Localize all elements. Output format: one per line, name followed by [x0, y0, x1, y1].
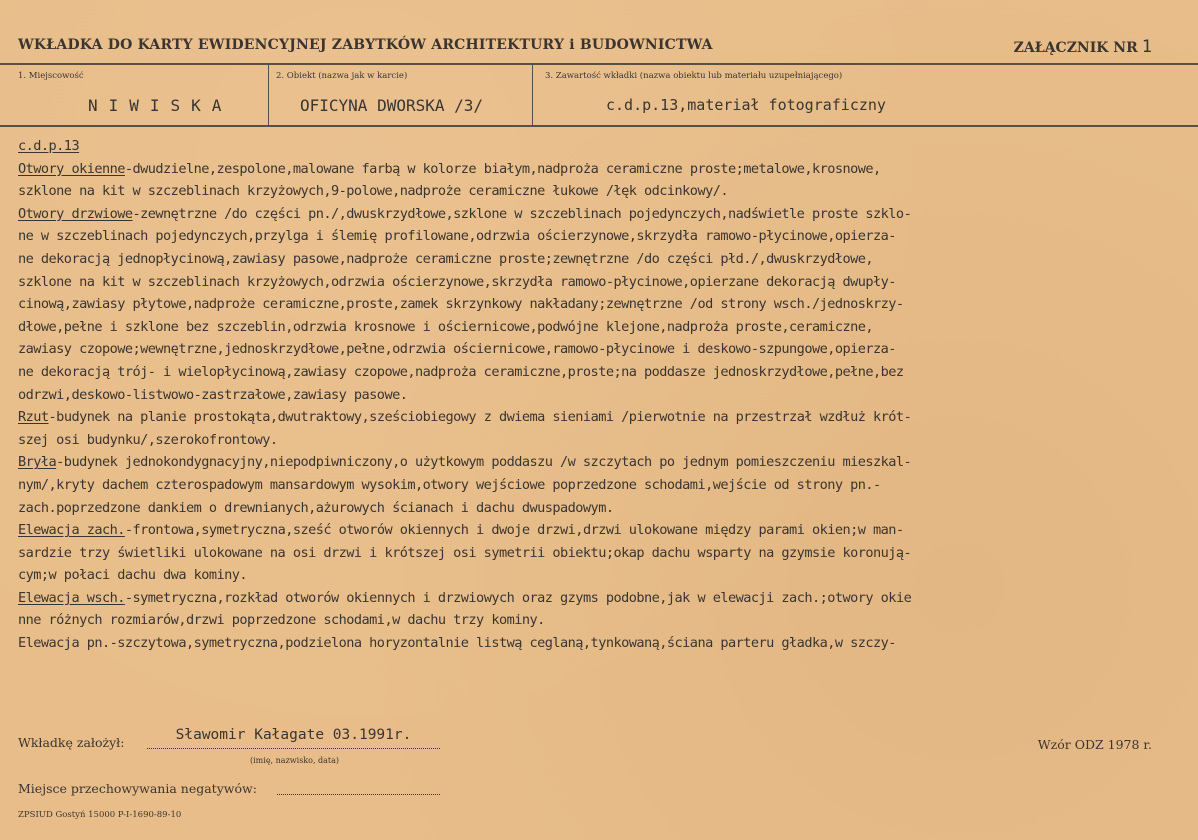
printer-imprint: ZPSIUD Gostyń 15000 P-I-1690-89-10 [18, 810, 182, 820]
body-line [18, 361, 1188, 384]
body-line [18, 248, 1188, 271]
section-heading: c.d.p.13 [18, 138, 80, 154]
negatives-location-label: Miejsce przechowywania negatywów: [18, 781, 257, 796]
body-line-text: ne dekoracją jednopłycinową,zawiasy pasowe,nadproże ceramiczne proste;zewnętrzne /do części płd./,dwuskrzydłowe, [18, 250, 874, 267]
body-line-text: sardzie trzy świetliki ulokowane na osi drzwi i krótszej osi symetrii obiektu;okap dachu wsparty na gzymsie koronują- [18, 544, 912, 561]
body-line-text: -budynek jednokondygnacyjny,niepodpiwniczony,o użytkowym poddaszu /w szczytach po jednym pomieszczeniu mieszkal- [56, 454, 912, 471]
description-body [18, 135, 1188, 655]
body-line [18, 293, 1188, 316]
form-model-label: Wzór ODZ 1978 r. [1037, 737, 1152, 752]
body-line [18, 158, 1188, 181]
body-line-text: cinową,zawiasy płytowe,nadproże ceramiczne,proste,zamek skrzynkowy nakładany;zewnętrzne /od strony wsch./jednoskrzy- [18, 296, 904, 313]
body-line-text: -budynek na planie prostokąta,dwutraktowy,sześciobiegowy z dwiema sieniami /pierwotnie na przestrzał wzdłuż krót- [48, 409, 912, 426]
body-line-text: -zewnętrzne /do części pn./,dwuskrzydłowe,szklone w szczeblinach pojedynczych,nadświetle proste szklo- [132, 205, 912, 222]
body-line [18, 632, 1188, 655]
body-line [18, 564, 1188, 587]
body-line-text: odrzwi,deskowo-listwowo-zastrzałowe,zawiasy pasowe. [18, 386, 408, 403]
field-divider-2 [532, 64, 533, 126]
body-line [18, 316, 1188, 339]
body-line [18, 609, 1188, 632]
body-line-text: -symetryczna,rozkład otworów okiennych i drzwiowych oraz gzyms podobne,jak w elewacji zach.;otwory okie [124, 589, 912, 606]
header-rule-bottom [0, 125, 1198, 127]
inserted-by-value: Sławomir Kałagate 03.1991r. [175, 727, 412, 743]
body-line [18, 180, 1188, 203]
body-line-text: zach.poprzedzone dankiem o drewnianych,ażurowych ścianach i dachu dwuspadowym. [18, 499, 614, 516]
body-line [18, 406, 1188, 429]
content-label: 3. Zawartość wkładki (nazwa obiektu lub materiału uzupełniającego) [545, 71, 843, 81]
body-line [18, 135, 1188, 158]
object-label: 2. Obiekt (nazwa jak w karcie) [276, 71, 408, 81]
body-line [18, 271, 1188, 294]
body-line [18, 225, 1188, 248]
body-line [18, 338, 1188, 361]
body-line-text: ne dekoracją trój- i wielopłycinową,zawiasy czopowe,nadproża ceramiczne,proste;na poddasze jednoskrzydłowe,pełne,bez [18, 363, 904, 380]
body-line [18, 587, 1188, 610]
body-line-text: szej osi budynku/,szerokofrontowy. [18, 431, 278, 448]
annex-indicator [1014, 37, 1152, 57]
name-date-caption: (imię, nazwisko, data) [250, 756, 340, 765]
body-line [18, 497, 1188, 520]
body-line [18, 203, 1188, 226]
annex-number: 1 [1141, 37, 1152, 57]
section-heading: Otwory okienne [18, 160, 125, 177]
body-line-text: ne w szczeblinach pojedynczych,przylga i ślemię profilowane,odrzwia ościerzynowe,skrzydła ramowo-płycinowe,opierza- [18, 228, 896, 245]
body-line-text: zawiasy czopowe;wewnętrzne,jednoskrzydłowe,pełne,odrzwia ościernicowe,ramowo-płycinowe i deskowo-szpungowe,opierza- [18, 341, 896, 358]
body-line-text: -dwudzielne,zespolone,malowane farbą w kolorze białym,nadproża ceramiczne proste;metalowe,krosnowe, [124, 160, 881, 177]
section-heading: Elewacja zach. [18, 522, 125, 539]
section-heading: Elewacja wsch. [18, 589, 125, 606]
section-heading: Otwory drzwiowe [18, 205, 133, 222]
card-title: WKŁADKA DO KARTY EWIDENCYJNEJ ZABYTKÓW ARCHITEKTURY i BUDOWNICTWA [18, 37, 713, 53]
body-line-text: dłowe,pełne i szklone bez szczeblin,odrzwia krosnowe i ościernicowe,podwójne klejone,nadproża proste,ceramiczne, [18, 318, 874, 335]
body-line [18, 542, 1188, 565]
section-heading: Rzut [18, 409, 49, 426]
inserted-by-label: Wkładkę założył: [18, 735, 125, 750]
body-line-text: cym;w połaci dachu dwa kominy. [18, 567, 248, 584]
object-value: OFICYNA DWORSKA /3/ [300, 96, 484, 115]
body-line [18, 519, 1188, 542]
locality-value: NIWISKA [88, 96, 233, 115]
body-line-text: -frontowa,symetryczna,sześć otworów okiennych i dwoje drzwi,drzwi ulokowane między parami okien;w man- [124, 522, 904, 539]
content-value: c.d.p.13,materiał fotograficzny [606, 96, 886, 114]
field-divider-1 [268, 64, 269, 126]
annex-label: ZAŁĄCZNIK NR [1013, 40, 1138, 56]
negatives-location-line [277, 794, 440, 795]
inserted-by-line [147, 748, 440, 749]
body-line-text: szklone na kit w szczeblinach krzyżowych,9-polowe,nadproże ceramiczne łukowe /łęk odcinkowy/. [18, 183, 728, 200]
body-line-text: Elewacja pn.-szczytowa,symetryczna,podzielona horyzontalnie listwą ceglaną,tynkowaną,ściana parteru gładka,w szczy- [18, 635, 896, 652]
body-line-text: nne różnych rozmiarów,drzwi poprzedzone schodami,w dachu trzy kominy. [18, 612, 545, 629]
section-heading: Bryła [18, 454, 57, 471]
body-line [18, 451, 1188, 474]
header-rule-top [0, 63, 1198, 65]
body-line [18, 474, 1188, 497]
locality-label: 1. Miejscowość [18, 71, 84, 81]
body-line-text: nym/,kryty dachem czterospadowym mansardowym wysokim,otwory wejściowe poprzedzone schodami,wejście od strony pn.- [18, 476, 881, 493]
body-line [18, 384, 1188, 407]
body-line-text: szklone na kit w szczeblinach krzyżowych,odrzwia ościerzynowe,skrzydła ramowo-płycinowe,opierzane dekoracją dwupły- [18, 273, 896, 290]
body-line [18, 429, 1188, 452]
